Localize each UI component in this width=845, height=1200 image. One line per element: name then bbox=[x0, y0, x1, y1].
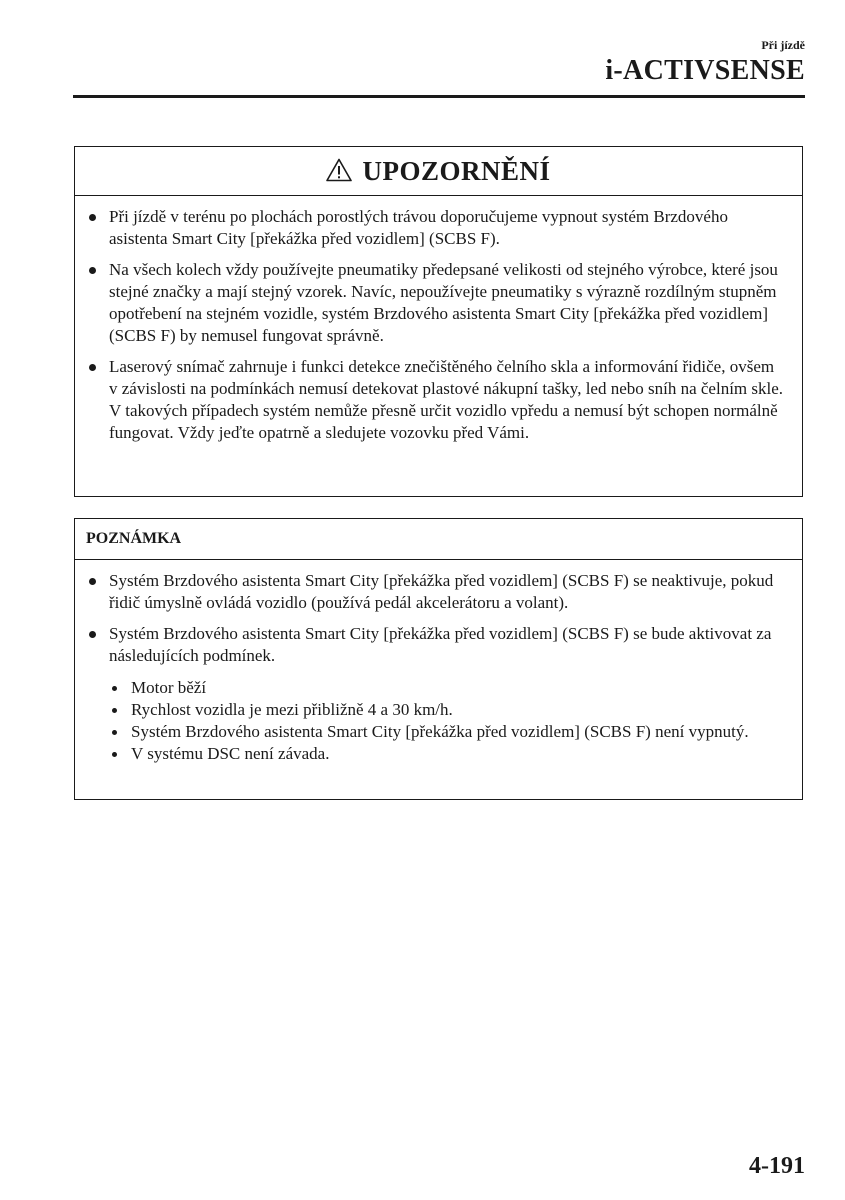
warning-item: Při jízdě v terénu po plochách porostlých trávou doporučujeme vypnout systém Brzdového asistenta Smart City [překážka před vozidlem] (SCBS F). bbox=[87, 206, 786, 250]
warning-title: UPOZORNĚNÍ bbox=[362, 155, 551, 186]
note-box bbox=[74, 518, 803, 800]
page-number: 4-191 bbox=[749, 1153, 805, 1179]
chapter-title: i-ACTIVSENSE bbox=[605, 55, 805, 86]
warning-item: Na všech kolech vždy používejte pneumatiky předepsané velikosti od stejného výrobce, které jsou stejné značky a mají stejný vzorek. Navíc, nepoužívejte pneumatiky s výrazně rozdílným stupněm opotřebení na stejném vozidle, systém Brzdového asistenta Smart City [překážka před vozidlem] (SCBS F) by nemusel fungovat správně. bbox=[87, 259, 786, 347]
warning-header bbox=[75, 147, 802, 196]
note-item bbox=[87, 623, 786, 765]
condition-item: Motor běží bbox=[109, 677, 786, 699]
warning-item: Laserový snímač zahrnuje i funkci detekce znečištěného čelního skla a informování řidiče, ovšem v závislosti na podmínkách nemusí detekovat plastové nákupní tašky, led nebo sníh na čelním skle. V takových případech systém nemůže přesně určit vozidlo vpředu a nemusí být schopen normálně fungovat. Vždy jeďte opatrně a sledujete vozovku před Vámi. bbox=[87, 356, 786, 444]
condition-item: V systému DSC není závada. bbox=[109, 743, 786, 765]
note-item: Systém Brzdového asistenta Smart City [překážka před vozidlem] (SCBS F) se neaktivuje, pokud řidič úmyslně ovládá vozidlo (používá pedál akcelerátoru a volant). bbox=[87, 570, 786, 614]
condition-item: Rychlost vozidla je mezi přibližně 4 a 30 km/h. bbox=[109, 699, 786, 721]
note-item-text: Systém Brzdového asistenta Smart City [překážka před vozidlem] (SCBS F) se bude aktivovat za následujících podmínek. bbox=[109, 624, 772, 665]
header-rule bbox=[73, 95, 805, 98]
warning-triangle-icon bbox=[326, 158, 352, 182]
warning-list bbox=[75, 196, 802, 444]
warning-box bbox=[74, 146, 803, 497]
note-header: POZNÁMKA bbox=[75, 519, 802, 560]
condition-item: Systém Brzdového asistenta Smart City [překážka před vozidlem] (SCBS F) není vypnutý. bbox=[109, 721, 786, 743]
section-label: Při jízdě bbox=[761, 38, 805, 52]
conditions-list bbox=[109, 677, 786, 765]
note-list bbox=[75, 560, 802, 765]
